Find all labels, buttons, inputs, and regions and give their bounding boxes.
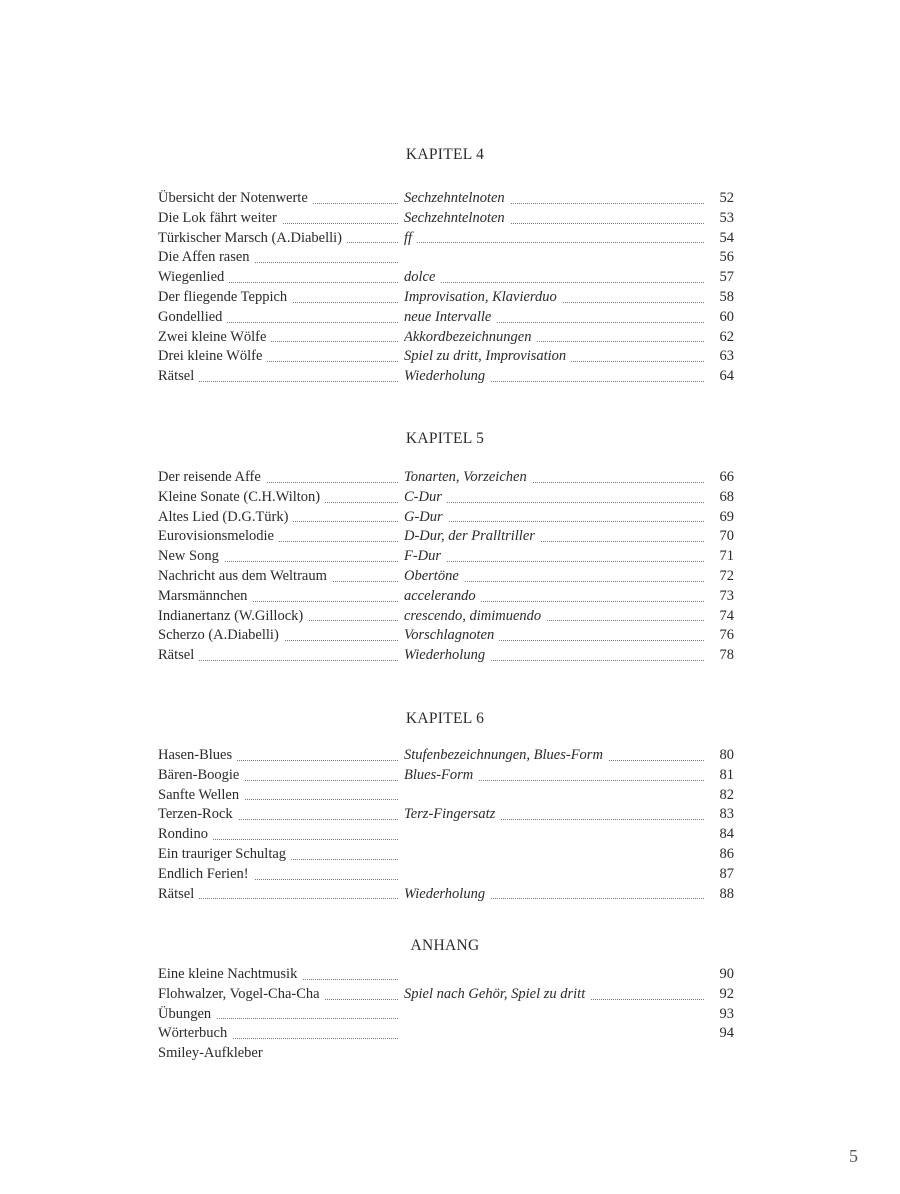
entry-topic-cell (404, 209, 704, 229)
entry-topic-cell (404, 367, 704, 387)
entry-title-cell (158, 985, 398, 1005)
entry-topic: G-Dur (404, 509, 448, 525)
entry-title-cell (158, 328, 398, 348)
entry-page-number: 57 (719, 269, 734, 286)
entry-topic-cell (404, 347, 704, 367)
entry-page-number: 62 (719, 328, 734, 345)
toc-entry (158, 547, 734, 567)
entry-title: Marsmännchen (158, 588, 252, 604)
entry-topic: Spiel nach Gehör, Spiel zu dritt (404, 986, 590, 1002)
toc-entry (158, 1005, 734, 1025)
entry-page-number: 58 (719, 288, 734, 305)
entry-title-cell (158, 189, 398, 209)
entry-title: Rätsel (158, 647, 199, 663)
toc-entry (158, 845, 734, 865)
entry-topic-cell (404, 547, 704, 567)
entry-title: Indianertanz (W.Gillock) (158, 608, 308, 624)
toc-entry (158, 646, 734, 666)
entry-title-cell (158, 288, 398, 308)
entry-title: Wiegenlied (158, 269, 229, 285)
entry-title: Der reisende Affe (158, 469, 266, 485)
entry-topic-cell (404, 229, 704, 249)
dot-leader (404, 561, 704, 562)
entry-topic-cell (404, 268, 704, 288)
toc-list-kapitel-6 (158, 746, 734, 904)
entry-title-cell (158, 805, 398, 825)
entry-topic: Terz-Fingersatz (404, 806, 500, 822)
entry-page-number: 80 (719, 747, 734, 763)
entry-page-number: 53 (719, 209, 734, 226)
toc-entry (158, 786, 734, 806)
entry-page-number: 72 (719, 567, 734, 584)
entry-topic-cell (404, 308, 704, 328)
entry-page-number: 52 (719, 190, 734, 206)
entry-title-cell (158, 1005, 398, 1025)
entry-topic: Wiederholung (404, 647, 490, 663)
entry-title: Bären-Boogie (158, 767, 244, 783)
entry-title-cell (158, 508, 398, 528)
entry-topic-cell (404, 885, 704, 905)
entry-topic: Sechzehntelnoten (404, 210, 510, 226)
toc-entry (158, 805, 734, 825)
entry-title-cell (158, 766, 398, 786)
entry-topic-cell (404, 488, 704, 508)
entry-title-cell (158, 825, 398, 845)
entry-title: Gondellied (158, 309, 227, 325)
entry-title-cell (158, 547, 398, 567)
entry-title: Zwei kleine Wölfe (158, 329, 271, 345)
entry-title: Der fliegende Teppich (158, 289, 292, 305)
entry-title-cell (158, 527, 398, 547)
toc-entry (158, 367, 734, 387)
entry-topic: Tonarten, Vorzeichen (404, 469, 532, 485)
entry-topic: Sechzehntelnoten (404, 190, 510, 206)
toc-entry (158, 527, 734, 547)
section-title-kapitel-4: KAPITEL 4 (405, 146, 485, 163)
toc-list-anhang (158, 965, 734, 1064)
entry-topic: Wiederholung (404, 886, 490, 902)
entry-topic-cell (404, 508, 704, 528)
entry-title: Nachricht aus dem Weltraum (158, 568, 332, 584)
dot-leader (404, 242, 704, 243)
entry-title-cell (158, 607, 398, 627)
toc-entry (158, 268, 734, 288)
entry-title-cell (158, 308, 398, 328)
entry-title: Rätsel (158, 886, 199, 902)
entry-title: Altes Lied (D.G.Türk) (158, 509, 293, 525)
entry-title-cell (158, 746, 398, 766)
toc-entry (158, 587, 734, 607)
entry-title-cell (158, 1044, 398, 1064)
entry-title: Ein trauriger Schultag (158, 846, 291, 862)
entry-topic: Spiel zu dritt, Improvisation (404, 348, 571, 364)
entry-topic: C-Dur (404, 489, 447, 505)
entry-title: Die Affen rasen (158, 249, 255, 265)
entry-title: Endlich Ferien! (158, 866, 254, 882)
entry-topic: Obertöne (404, 568, 464, 584)
entry-page-number: 92 (719, 985, 734, 1002)
entry-topic: Vorschlagnoten (404, 627, 499, 643)
entry-topic-cell (404, 646, 704, 666)
entry-page-number: 86 (719, 845, 734, 862)
entry-title: Kleine Sonate (C.H.Wilton) (158, 489, 325, 505)
entry-page-number: 76 (719, 627, 734, 644)
entry-topic-cell (404, 587, 704, 607)
entry-title-cell (158, 248, 398, 268)
entry-page-number: 83 (719, 806, 734, 823)
entry-title: Terzen-Rock (158, 806, 238, 822)
entry-page-number: 93 (719, 1005, 734, 1022)
entry-topic-cell (404, 189, 704, 209)
entry-page-number: 70 (719, 528, 734, 545)
entry-title-cell (158, 567, 398, 587)
toc-entry (158, 328, 734, 348)
page-number: 5 (849, 1146, 858, 1166)
entry-title: Wörterbuch (158, 1025, 232, 1041)
entry-title: Drei kleine Wölfe (158, 348, 267, 364)
entry-title-cell (158, 209, 398, 229)
entry-page-number: 82 (719, 786, 734, 803)
entry-topic: accelerando (404, 588, 481, 604)
entry-title: Flohwalzer, Vogel-Cha-Cha (158, 986, 325, 1002)
entry-topic: F-Dur (404, 548, 446, 564)
entry-topic-cell (404, 527, 704, 547)
entry-title-cell (158, 786, 398, 806)
toc-entry (158, 229, 734, 249)
entry-topic-cell (404, 985, 704, 1005)
entry-page-number: 90 (719, 966, 734, 982)
entry-title-cell (158, 1024, 398, 1044)
dot-leader (404, 502, 704, 503)
toc-entry (158, 1024, 734, 1044)
entry-page-number: 71 (719, 548, 734, 565)
toc-entry (158, 508, 734, 528)
entry-topic: Improvisation, Klavierduo (404, 289, 562, 305)
toc-entry (158, 488, 734, 508)
entry-page-number: 88 (719, 885, 734, 902)
entry-topic: Stufenbezeichnungen, Blues-Form (404, 747, 608, 763)
entry-topic-cell (404, 288, 704, 308)
toc-entry (158, 885, 734, 905)
entry-title-cell (158, 885, 398, 905)
entry-title: Sanfte Wellen (158, 787, 244, 803)
entry-title-cell (158, 865, 398, 885)
toc-entry (158, 189, 734, 209)
toc-entry (158, 626, 734, 646)
toc-list-kapitel-5 (158, 468, 734, 666)
entry-page-number: 69 (719, 508, 734, 525)
entry-title-cell (158, 367, 398, 387)
toc-entry (158, 965, 734, 985)
entry-page-number: 84 (719, 826, 734, 843)
entry-topic-cell (404, 468, 704, 488)
entry-title: Hasen-Blues (158, 747, 237, 763)
entry-page-number: 81 (719, 766, 734, 783)
entry-page-number: 73 (719, 587, 734, 604)
toc-entry (158, 607, 734, 627)
entry-page-number: 54 (719, 229, 734, 246)
toc-entry (158, 746, 734, 766)
entry-title-cell (158, 845, 398, 865)
entry-topic: D-Dur, der Pralltriller (404, 528, 540, 544)
entry-topic-cell (404, 626, 704, 646)
entry-topic: dolce (404, 269, 440, 285)
entry-title: Eurovisionsmelodie (158, 528, 279, 544)
entry-topic-cell (404, 805, 704, 825)
entry-page-number: 74 (719, 607, 734, 624)
entry-title: Die Lok fährt weiter (158, 210, 282, 226)
entry-topic-cell (404, 766, 704, 786)
entry-page-number: 78 (719, 647, 734, 664)
toc-entry (158, 248, 734, 268)
entry-topic: crescendo, dimimuendo (404, 608, 546, 624)
entry-title-cell (158, 965, 398, 985)
entry-topic: Blues-Form (404, 767, 478, 783)
entry-title-cell (158, 646, 398, 666)
entry-page-number: 60 (719, 308, 734, 325)
entry-topic: Wiederholung (404, 368, 490, 384)
entry-topic: neue Intervalle (404, 309, 496, 325)
toc-entry (158, 567, 734, 587)
toc-entry (158, 766, 734, 786)
entry-title: Rätsel (158, 368, 199, 384)
entry-page-number: 56 (719, 249, 734, 266)
entry-title-cell (158, 488, 398, 508)
entry-topic-cell (404, 328, 704, 348)
toc-entry (158, 288, 734, 308)
entry-title-cell (158, 468, 398, 488)
entry-title: Eine kleine Nachtmusik (158, 966, 302, 982)
toc-entry (158, 468, 734, 488)
entry-page-number: 87 (719, 865, 734, 882)
entry-title: Übersicht der Notenwerte (158, 190, 313, 206)
entry-title-cell (158, 347, 398, 367)
entry-title-cell (158, 229, 398, 249)
entry-title: Übungen (158, 1006, 216, 1022)
dot-leader (404, 282, 704, 283)
entry-topic-cell (404, 567, 704, 587)
toc-entry (158, 985, 734, 1005)
toc-entry (158, 1044, 734, 1064)
section-title-kapitel-5: KAPITEL 5 (405, 430, 485, 447)
entry-page-number: 68 (719, 488, 734, 505)
toc-entry (158, 308, 734, 328)
entry-topic-cell (404, 746, 704, 766)
entry-title: Smiley-Aufkleber (158, 1045, 268, 1061)
toc-entry (158, 865, 734, 885)
entry-title: New Song (158, 548, 224, 564)
section-title-kapitel-6: KAPITEL 6 (405, 710, 485, 727)
entry-title: Türkischer Marsch (A.Diabelli) (158, 230, 347, 246)
entry-title-cell (158, 587, 398, 607)
entry-page-number: 64 (719, 368, 734, 385)
section-title-anhang: ANHANG (410, 937, 480, 954)
entry-topic: Akkordbezeichnungen (404, 329, 537, 345)
toc-entry (158, 825, 734, 845)
entry-page-number: 94 (719, 1025, 734, 1042)
entry-title: Rondino (158, 826, 213, 842)
entry-title-cell (158, 626, 398, 646)
toc-list-kapitel-4 (158, 189, 734, 387)
entry-title: Scherzo (A.Diabelli) (158, 627, 284, 643)
entry-topic-cell (404, 607, 704, 627)
entry-topic: ff (404, 230, 417, 246)
toc-entry (158, 347, 734, 367)
entry-page-number: 63 (719, 348, 734, 365)
toc-entry (158, 209, 734, 229)
entry-page-number: 66 (719, 469, 734, 485)
entry-title-cell (158, 268, 398, 288)
dot-leader (404, 521, 704, 522)
